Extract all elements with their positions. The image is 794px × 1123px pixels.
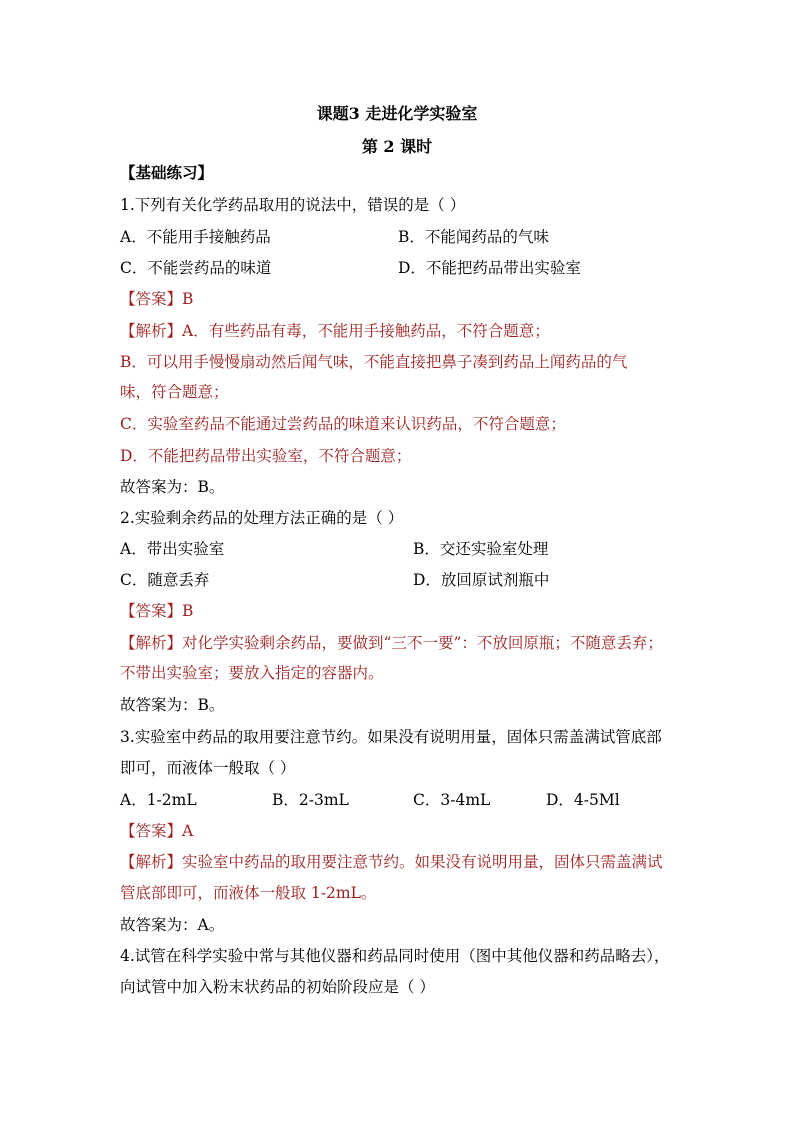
analysis-text: A．有些药品有毒，不能用手接触药品，不符合题意； <box>182 322 550 340</box>
q3-stem-line-2: 即可，而液体一般取（ ） <box>120 759 296 777</box>
q3-conclusion: 故答案为：A。 <box>120 916 225 934</box>
page-title: 课题3 走进化学实验室 <box>316 104 478 123</box>
answer-tag: 【答案】 <box>120 822 183 840</box>
q4-stem-line-1: 4.试管在科学实验中常与其他仪器和药品同时使用（图中其他仪器和药品略去）， <box>120 947 670 965</box>
answer-tag: 【答案】 <box>120 602 183 620</box>
q1-conclusion: 故答案为：B。 <box>120 478 225 496</box>
q1-option-c: C．不能尝药品的味道 <box>120 259 272 277</box>
page-subtitle: 第 2 课时 <box>361 137 433 156</box>
q1-option-b: B．不能闻药品的气味 <box>398 228 549 246</box>
q1-analysis-line-2: B．可以用手慢慢扇动然后闻气味，不能直接把鼻子凑到药品上闻药品的气 <box>120 353 628 371</box>
analysis-tag: 【解析】 <box>120 322 183 340</box>
q3-analysis-line-1 <box>120 851 663 873</box>
q2-stem: 2.实验剩余药品的处理方法正确的是（ ） <box>120 509 404 527</box>
q1-option-a: A．不能用手接触药品 <box>120 228 271 246</box>
q1-stem: 1.下列有关化学药品取用的说法中，错误的是（ ） <box>120 196 466 214</box>
q2-conclusion: 故答案为：B。 <box>120 696 225 714</box>
q1-answer <box>120 288 193 310</box>
q3-stem-line-1: 3.实验室中药品的取用要注意节约。如果没有说明用量，固体只需盖满试管底部 <box>120 728 662 746</box>
analysis-tag: 【解析】 <box>120 853 183 871</box>
analysis-text: 实验室中药品的取用要注意节约。如果没有说明用量，固体只需盖满试 <box>182 853 663 871</box>
q2-option-c: C．随意丢弃 <box>120 571 210 589</box>
answer-value: B <box>182 602 194 620</box>
q3-option-b: B．2-3mL <box>272 791 349 809</box>
q2-option-d: D．放回原试剂瓶中 <box>413 571 550 589</box>
q1-analysis-line-4: C．实验室药品不能通过尝药品的味道来认识药品，不符合题意； <box>120 415 566 433</box>
q2-option-a: A．带出实验室 <box>120 540 225 558</box>
q2-analysis-line-2: 不带出实验室；要放入指定的容器内。 <box>120 664 384 682</box>
answer-tag: 【答案】 <box>120 290 183 308</box>
q3-analysis-line-2: 管底部即可，而液体一般取 1-2mL。 <box>120 884 377 902</box>
q1-analysis-line-3: 味，符合题意； <box>120 383 229 401</box>
q2-analysis-line-1 <box>120 632 663 654</box>
answer-value: B <box>182 290 194 308</box>
q3-option-a: A．1-2mL <box>120 791 197 809</box>
answer-value: A <box>182 822 194 840</box>
q3-option-d: D．4-5Ml <box>546 791 620 809</box>
q3-answer <box>120 820 193 842</box>
q1-analysis-line-5: D．不能把药品带出实验室，不符合题意； <box>120 447 412 465</box>
q2-option-b: B．交还实验室处理 <box>413 540 549 558</box>
q1-analysis-line-1 <box>120 320 550 342</box>
q4-stem-line-2: 向试管中加入粉末状药品的初始阶段应是（ ） <box>120 978 435 996</box>
analysis-text: 对化学实验剩余药品，要做到“三不一要”：不放回原瓶；不随意丢弃； <box>182 634 663 652</box>
analysis-tag: 【解析】 <box>120 634 183 652</box>
q3-option-c: C．3-4mL <box>413 791 491 809</box>
q2-answer <box>120 600 193 622</box>
q1-option-d: D．不能把药品带出实验室 <box>398 259 581 277</box>
section-heading: 【基础练习】 <box>120 163 214 182</box>
